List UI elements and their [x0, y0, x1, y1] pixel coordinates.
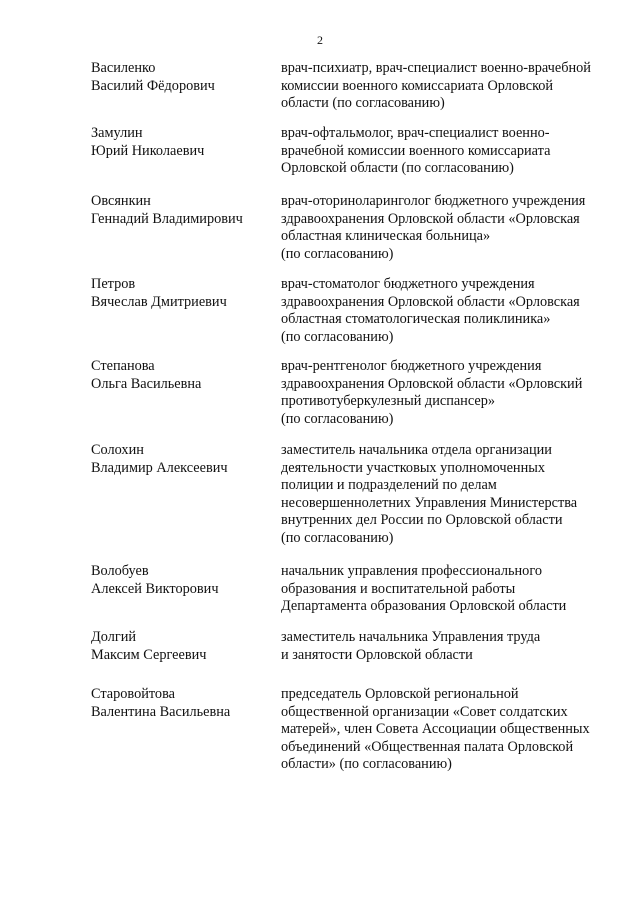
member-surname: Василенко — [91, 60, 156, 76]
role-line: врач-стоматолог бюджетного учреждения — [281, 276, 535, 292]
role-line: и занятости Орловской области — [281, 646, 473, 663]
member-given-name: Ольга Васильевна — [91, 375, 202, 392]
role-line: общественной организации «Совет солдатских — [281, 703, 568, 720]
member-role — [281, 442, 626, 547]
role-line: врачебной комиссии военного комиссариата — [281, 142, 551, 159]
role-line: заместитель начальника Управления труда — [281, 629, 541, 645]
role-line: объединений «Общественная палата Орловской — [281, 738, 574, 755]
member-name — [91, 276, 276, 311]
role-line: деятельности участковых уполномоченных — [281, 459, 545, 476]
member-role — [281, 125, 626, 178]
role-line: здравоохранения Орловской области «Орловская — [281, 210, 580, 227]
role-line: области» (по согласованию) — [281, 756, 452, 772]
role-line: (по согласованию) — [281, 529, 394, 546]
member-role — [281, 686, 626, 774]
role-line: внутренних дел России по Орловской области — [281, 512, 563, 528]
role-line: председатель Орловской региональной — [281, 686, 519, 702]
member-role — [281, 193, 626, 263]
role-line: комиссии военного комиссариата Орловской — [281, 77, 554, 94]
role-line: Департамента образования Орловской области — [281, 598, 567, 614]
role-line: несовершеннолетних Управления Министерства — [281, 494, 578, 511]
role-line: (по согласованию) — [281, 245, 394, 262]
member-given-name: Алексей Викторович — [91, 580, 219, 597]
member-given-name: Геннадий Владимирович — [91, 210, 243, 227]
member-surname: Степанова — [91, 358, 155, 374]
member-role — [281, 563, 626, 616]
member-surname: Солохин — [91, 442, 144, 458]
member-given-name: Максим Сергеевич — [91, 646, 207, 663]
member-name — [91, 125, 276, 160]
role-line: врач-оториноларинголог бюджетного учреждения — [281, 193, 586, 209]
role-line: (по согласованию) — [281, 410, 394, 427]
member-role — [281, 276, 626, 346]
member-name — [91, 686, 276, 721]
member-given-name: Василий Фёдорович — [91, 77, 215, 94]
member-role — [281, 629, 626, 664]
member-surname: Старовойтова — [91, 686, 175, 702]
member-surname: Замулин — [91, 125, 143, 141]
role-line: противотуберкулезный диспансер» — [281, 393, 495, 409]
member-name — [91, 629, 276, 664]
role-line: (по согласованию) — [281, 328, 394, 345]
member-role — [281, 358, 626, 428]
member-surname: Овсянкин — [91, 193, 151, 209]
member-role — [281, 60, 626, 113]
member-given-name: Владимир Алексеевич — [91, 459, 228, 476]
member-name — [91, 193, 276, 228]
member-name — [91, 60, 276, 95]
member-surname: Долгий — [91, 629, 137, 645]
member-name — [91, 358, 276, 393]
member-name — [91, 442, 276, 477]
role-line: матерей», член Совета Ассоциации общественных — [281, 721, 590, 737]
role-line: области (по согласованию) — [281, 95, 445, 111]
role-line: образования и воспитательной работы — [281, 580, 516, 597]
role-line: врач-психиатр, врач-специалист военно-врачебной — [281, 60, 591, 76]
member-name — [91, 563, 276, 598]
member-given-name: Валентина Васильевна — [91, 703, 231, 720]
member-given-name: Вячеслав Дмитриевич — [91, 293, 227, 310]
role-line: областная клиническая больница» — [281, 228, 491, 244]
role-line: начальник управления профессионального — [281, 563, 542, 579]
member-given-name: Юрий Николаевич — [91, 142, 205, 159]
role-line: заместитель начальника отдела организации — [281, 442, 552, 458]
role-line: областная стоматологическая поликлиника» — [281, 311, 551, 327]
role-line: здравоохранения Орловской области «Орловский — [281, 375, 583, 392]
role-line: Орловской области (по согласованию) — [281, 160, 514, 176]
role-line: полиции и подразделений по делам — [281, 477, 497, 493]
member-surname: Волобуев — [91, 563, 149, 579]
page-number: 2 — [317, 33, 323, 47]
member-surname: Петров — [91, 276, 136, 292]
role-line: здравоохранения Орловской области «Орловская — [281, 293, 580, 310]
role-line: врач-рентгенолог бюджетного учреждения — [281, 358, 542, 374]
role-line: врач-офтальмолог, врач-специалист военно- — [281, 125, 550, 141]
